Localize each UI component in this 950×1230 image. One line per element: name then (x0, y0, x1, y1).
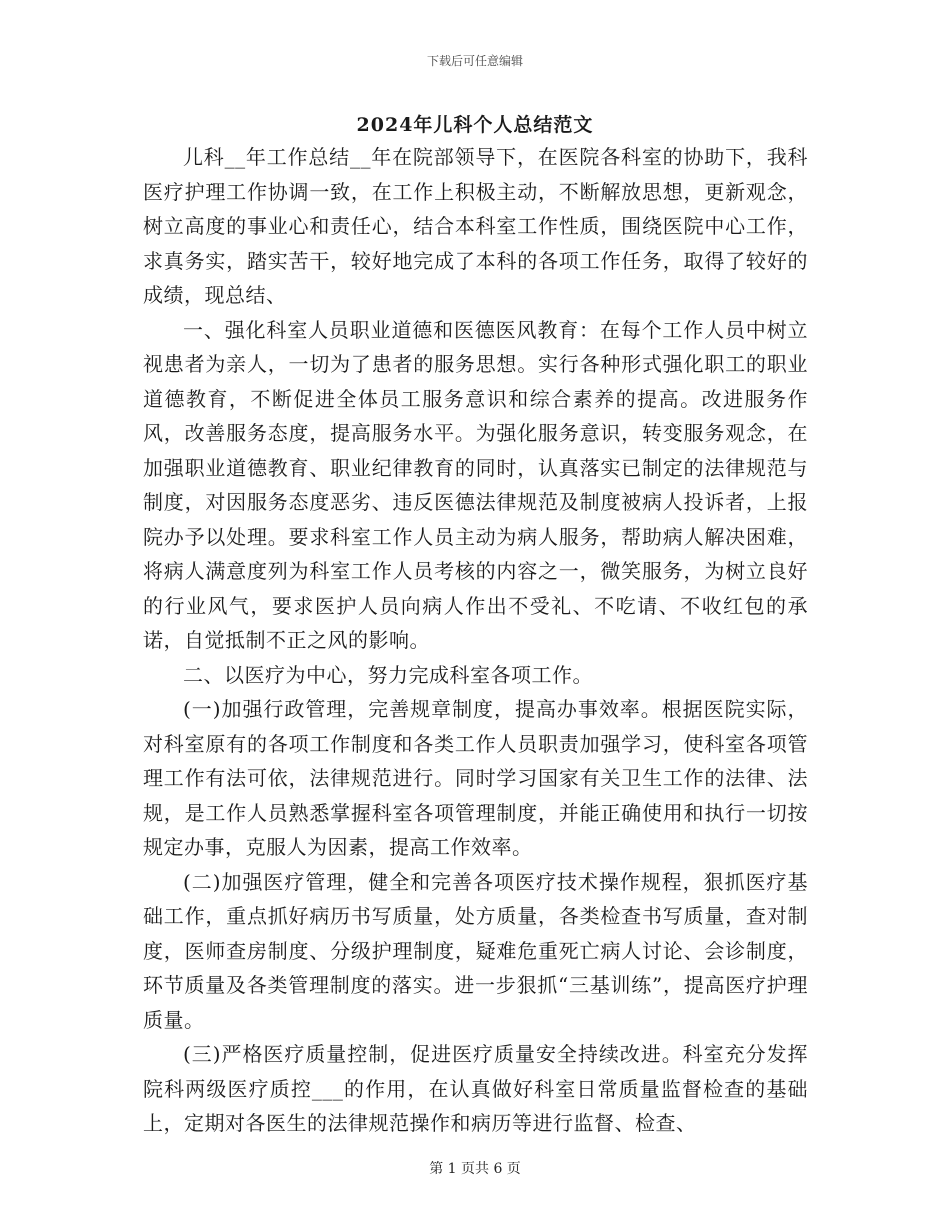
header-note: 下载后可任意编辑 (426, 54, 523, 68)
document-body (143, 140, 808, 1141)
paragraph-intro: 儿科__年工作总结__年在院部领导下，在医院各科室的协助下，我科医疗护理工作协调一致，在工作上积极主动，不断解放思想，更新观念，树立高度的事业心和责任心，结合本科室工作性质，围绕医院中心工作，求真务实，踏实苦干，较好地完成了本科的各项工作任务，取得了较好的成绩，现总结、 (143, 145, 808, 307)
paragraph-subsection-2: (二)加强医疗管理，健全和完善各项医疗技术操作规程，狠抓医疗基础工作，重点抓好病历书写质量，处方质量，各类检查书写质量，查对制度，医师查房制度、分级护理制度，疑难危重死亡病人讨论、会诊制度，环节质量及各类管理制度的落实。进一步狠抓“三基训练”，提高医疗护理质量。 (143, 869, 808, 1032)
paragraph-subsection-3: (三)严格医疗质量控制，促进医疗质量安全持续改进。科室充分发挥院科两级医疗质控___的作用，在认真做好科室日常质量监督检查的基础上，定期对各医生的法律规范操作和病历等进行监督、检查、 (143, 1042, 808, 1135)
paragraph-section-2-heading: 二、以医疗为中心，努力完成科室各项工作。 (183, 662, 593, 687)
page-number: 第 1 页共 6 页 (429, 1161, 521, 1177)
document-title: 2024年儿科个人总结范文 (356, 114, 594, 136)
paragraph-subsection-1: (一)加强行政管理，完善规章制度，提高办事效率。根据医院实际，对科室原有的各项工作制度和各类工作人员职责加强学习，使科室各项管理工作有法可依，法律规范进行。同时学习国家有关卫生工作的法律、法规，是工作人员熟悉掌握科室各项管理制度，并能正确使用和执行一切按规定办事，克服人为因素，提高工作效率。 (143, 697, 808, 859)
paragraph-section-1: 一、强化科室人员职业道德和医德医风教育：在每个工作人员中树立视患者为亲人，一切为了患者的服务思想。实行各种形式强化职工的职业道德教育，不断促进全体员工服务意识和综合素养的提高。改进服务作风，改善服务态度，提高服务水平。为强化服务意识，转变服务观念，在加强职业道德教育、职业纪律教育的同时，认真落实已制定的法律规范与制度，对因服务态度恶劣、违反医德法律规范及制度被病人投诉者，上报院办予以处理。要求科室工作人员主动为病人服务，帮助病人解决困难，将病人满意度列为科室工作人员考核的内容之一，微笑服务，为树立良好的行业风气，要求医护人员向病人作出不受礼、不吃请、不收红包的承诺，自觉抵制不正之风的影响。 (143, 317, 808, 652)
